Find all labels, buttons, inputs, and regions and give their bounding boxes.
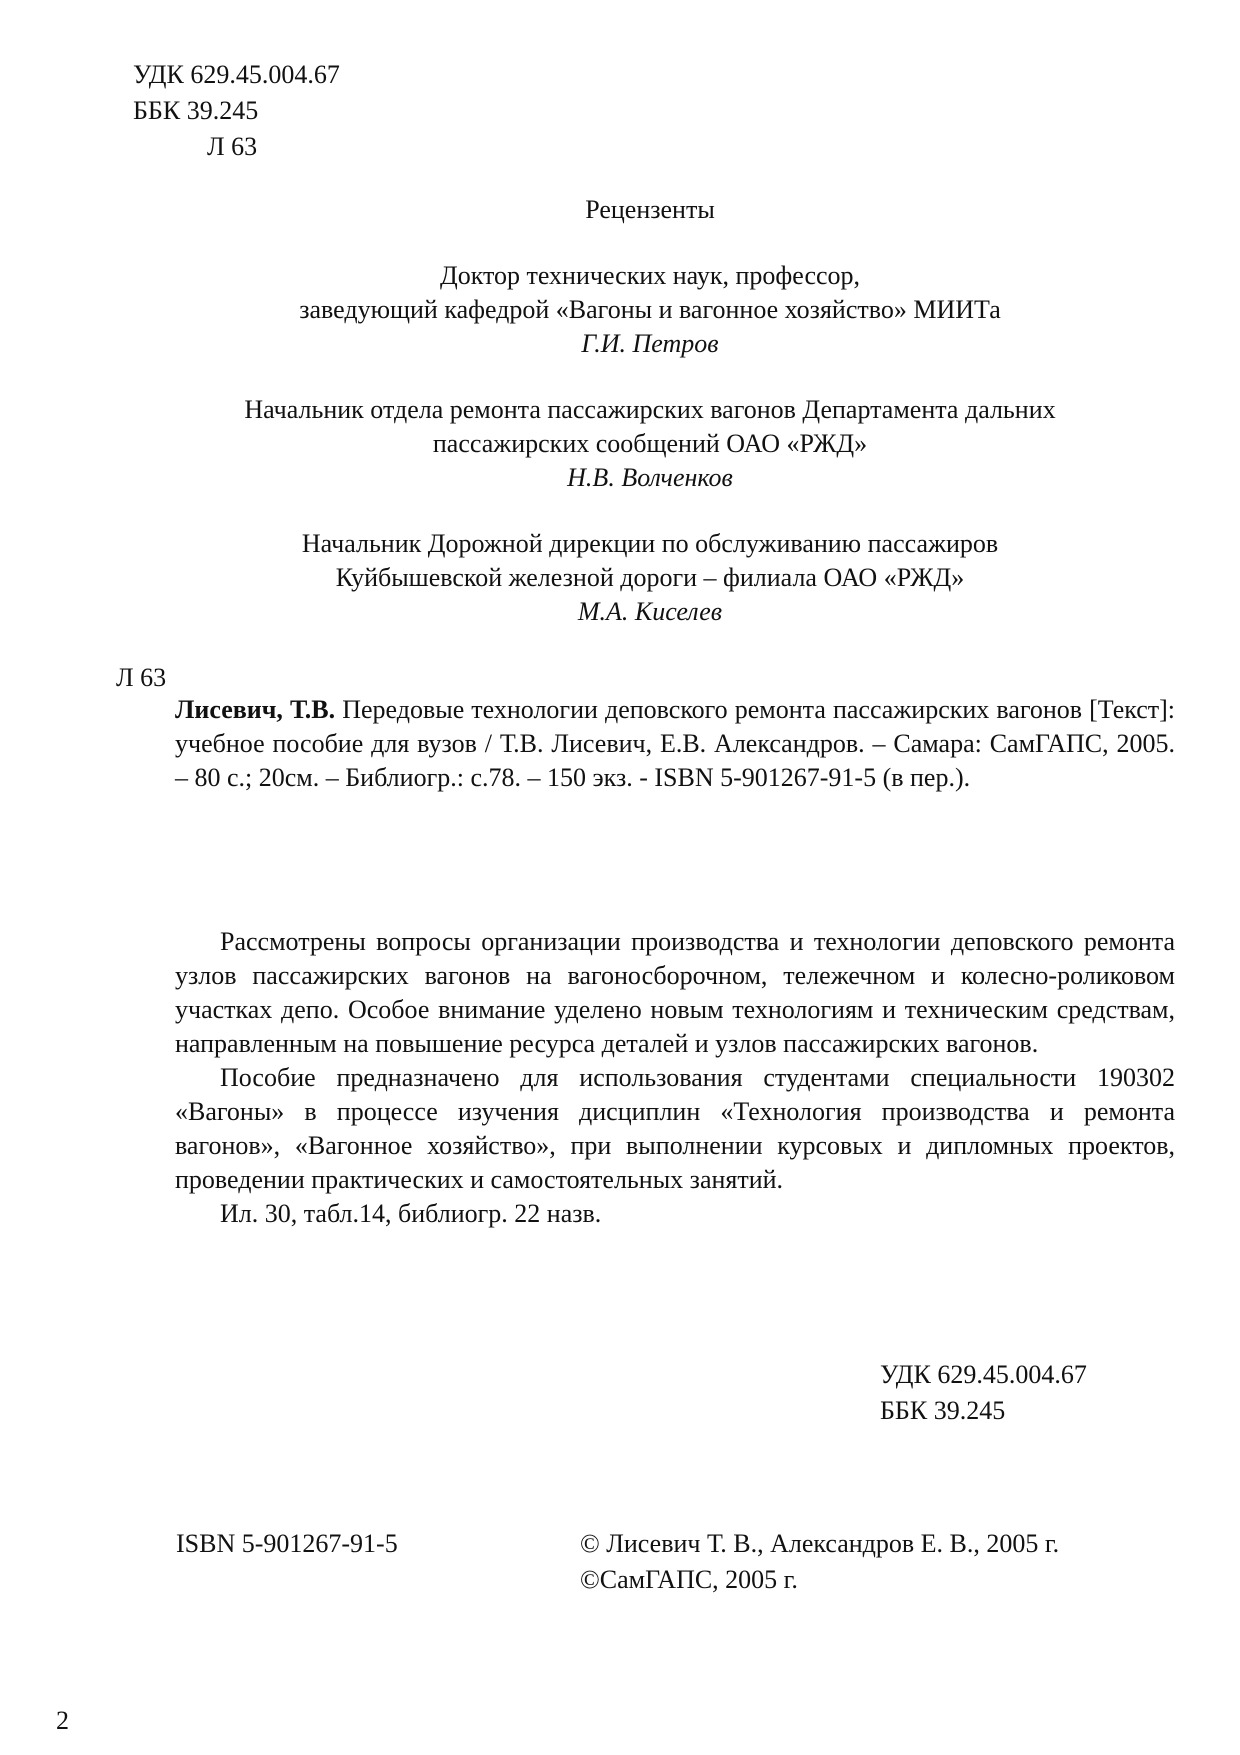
reviewer-1 [0, 259, 1240, 361]
annotation-paragraph-1: Рассмотрены вопросы организации производства и технологии деповского ремонта узлов пассажирских вагонов на вагоносборочном, тележечном и колесно-роликовом участках депо. Особое внимание уделено новым технологиям и техническим средствам, направленным на повышение ресурса деталей и узлов пассажирских вагонов. [175, 927, 1175, 1058]
reviewer-1-line-2: заведующий кафедрой «Вагоны и вагонное хозяйство» МИИТа [299, 295, 1001, 324]
copyright-publisher: ©СамГАПС, 2005 г. [580, 1565, 798, 1594]
bbk-code-top: ББК 39.245 [133, 96, 259, 125]
reviewer-3-line-2: Куйбышевской железной дороги – филиала ОАО «РЖД» [335, 563, 965, 592]
catalog-author-sign: Л 63 [116, 663, 167, 692]
reviewer-2-name: Н.В. Волченков [567, 463, 733, 492]
reviewer-1-name: Г.И. Петров [581, 329, 719, 358]
annotation-paragraph-3: Ил. 30, табл.14, библиогр. 22 назв. [220, 1199, 602, 1228]
author-sign-top: Л 63 [207, 132, 258, 161]
reviewers-heading: Рецензенты [585, 195, 715, 224]
bibliographic-record [175, 693, 1175, 795]
page-number: 2 [56, 1706, 69, 1735]
udk-code-bottom: УДК 629.45.004.67 [880, 1360, 1087, 1389]
isbn: ISBN 5-901267-91-5 [176, 1529, 398, 1558]
bibliographic-text [175, 693, 1175, 795]
reviewer-2-line-1: Начальник отдела ремонта пассажирских вагонов Департамента дальних [244, 395, 1056, 424]
bbk-code-bottom: ББК 39.245 [880, 1396, 1006, 1425]
reviewer-2 [0, 393, 1240, 495]
udk-code-top: УДК 629.45.004.67 [133, 60, 340, 89]
bibliographic-description: Передовые технологии деповского ремонта пассажирских вагонов [Текст]: учебное пособие для вузов / Т.В. Лисевич, Е.В. Александров. – Самара: СамГАПС, 2005. – 80 с.; 20см. – Библиогр.: с.78. – 150 экз. - ISBN 5-901267-91-5 (в пер.). [175, 695, 1176, 792]
reviewer-3 [0, 527, 1240, 629]
annotation-paragraph-2: Пособие предназначено для использования студентами специальности 190302 «Вагоны» в процессе изучения дисциплин «Технология производства и ремонта вагонов», «Вагонное хозяйство», при выполнении курсовых и дипломных проектов, проведении практических и самостоятельных занятий. [175, 1063, 1175, 1194]
reviewer-3-name: М.А. Киселев [577, 597, 723, 626]
reviewer-3-line-1: Начальник Дорожной дирекции по обслуживанию пассажиров [301, 529, 999, 558]
reviewer-2-line-2: пассажирских сообщений ОАО «РЖД» [432, 429, 868, 458]
bibliographic-author: Лисевич, Т.В. [175, 695, 336, 724]
annotation [175, 925, 1175, 1231]
reviewer-1-line-1: Доктор технических наук, профессор, [439, 261, 861, 290]
copyright-authors: © Лисевич Т. В., Александров Е. В., 2005 г. [580, 1529, 1060, 1558]
